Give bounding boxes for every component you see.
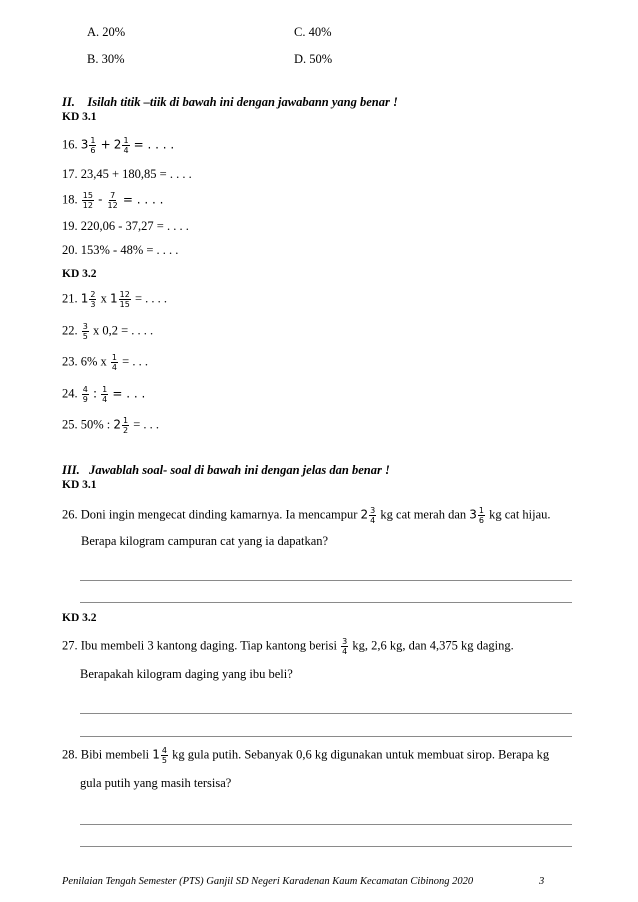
q23-num: 1 [111,353,118,362]
q21-whole-2: 1 [109,291,118,306]
q28-text-end: kg gula putih. Sebanyak 0,6 kg digunakan untuk membuat sirop. Berapa kg [172,747,550,762]
q24-operator: : [92,386,98,401]
q24-tail: = . . . [112,386,146,401]
q25-den: 2 [123,426,129,435]
q27-line-2: Berapakah kilogram daging yang ibu beli? [80,667,293,681]
q26-den-1: 4 [370,516,376,525]
option-c: C. 40% [294,25,332,39]
q24-fraction-1 [82,385,89,404]
q18-tail: = . . . . [122,192,164,207]
q21-den-1: 3 [90,300,96,309]
q23-tail: = . . . [122,354,148,369]
page-number: 3 [539,876,545,887]
q27-answer-line-2 [80,736,572,737]
section-2-heading [62,94,398,110]
q22-fraction [82,322,89,341]
section-2-numeral: II. [62,95,75,109]
question-20: 20. 153% - 48% = . . . . [62,243,179,257]
section-3-kd-3-2: KD 3.2 [62,612,97,624]
q22-number: 22. [62,323,78,338]
q24-den-2: 4 [102,395,108,404]
q26-fraction-1 [369,506,376,525]
question-22 [62,322,153,341]
q28-num: 4 [161,746,168,755]
question-25 [62,416,159,435]
question-23 [62,353,148,372]
q16-tail: = . . . . [133,137,175,152]
section-2-title: Isilah titik –tiik di bawah ini dengan jawabann yang benar ! [87,95,398,109]
section-3-title: Jawablah soal- soal di bawah ini dengan jelas dan benar ! [89,463,390,477]
q26-whole-2: 3 [469,507,477,522]
q25-number: 25. 50% : [62,417,111,432]
q16-whole-2: 2 [113,137,122,152]
q26-text-end: kg cat hijau. [489,507,551,522]
q16-den-1: 6 [90,146,96,155]
q16-fraction-1 [89,136,96,155]
question-21 [62,290,167,309]
q26-answer-line-1 [80,580,572,581]
q23-number: 23. 6% x [62,354,107,369]
q18-num-2: 7 [110,191,116,200]
q18-fraction-2 [107,191,119,210]
q26-den-2: 6 [478,516,484,525]
q25-tail: = . . . [133,417,160,432]
q18-fraction-1 [82,191,94,210]
q21-whole-1: 1 [80,291,89,306]
question-28 [62,746,549,765]
q24-num-2: 1 [102,385,108,394]
q25-whole: 2 [113,417,122,432]
q27-num: 3 [342,637,348,646]
q21-operator: x [100,291,107,306]
q27-den: 4 [342,647,348,656]
q25-num: 1 [123,416,129,425]
q18-num-1: 15 [82,191,93,200]
q25-fraction [122,416,129,435]
q16-operator: + [100,137,111,152]
q18-number: 18. [62,192,78,207]
section-3-numeral: III. [62,463,80,477]
q27-text-start: 27. Ibu membeli 3 kantong daging. Tiap kantong berisi [62,638,337,653]
q16-num-2: 1 [123,136,129,145]
q26-line-2: Berapa kilogram campuran cat yang ia dapatkan? [81,534,329,548]
q28-text-start: 28. Bibi membeli [62,747,150,762]
question-16 [62,136,174,155]
q23-den: 4 [111,363,118,372]
q21-fraction-1 [89,290,96,309]
q18-den-2: 12 [107,201,118,210]
question-26 [62,506,551,525]
q21-num-1: 2 [90,290,96,299]
q28-line-2: gula putih yang masih tersisa? [80,776,232,790]
q24-num-1: 4 [82,385,88,394]
q21-fraction-2 [119,290,131,309]
q28-den: 5 [161,756,168,765]
q18-operator: - [98,192,103,207]
q26-whole-1: 2 [360,507,369,522]
q24-fraction-2 [101,385,108,404]
q21-number: 21. [62,291,78,306]
q22-tail: x 0,2 = . . . . [92,323,154,338]
q28-answer-line-1 [80,824,572,825]
q26-num-1: 3 [370,506,376,515]
footer-text: Penilaian Tengah Semester (PTS) Ganjil SD Negeri Karadenan Kaum Kecamatan Cibinong 2020 [62,876,474,887]
question-17: 17. 23,45 + 180,85 = . . . . [62,167,192,181]
section-2-kd-3-1: KD 3.1 [62,111,97,123]
q26-text-middle: kg cat merah dan [380,507,467,522]
q22-den: 5 [82,332,88,341]
q26-text-start: 26. Doni ingin mengecat dinding kamarnya. Ia mencampur [62,507,358,522]
question-24 [62,385,145,404]
question-19: 19. 220,06 - 37,27 = . . . . [62,219,189,233]
q24-number: 24. [62,386,78,401]
section-3-heading [62,462,390,478]
q28-whole: 1 [152,747,160,762]
q21-den-2: 15 [119,300,130,309]
q16-num-1: 1 [90,136,96,145]
q28-fraction [161,746,168,765]
q16-whole-1: 3 [80,137,89,152]
q21-tail: = . . . . [134,291,167,306]
option-a: A. 20% [87,25,126,39]
q21-num-2: 12 [119,290,130,299]
q16-den-2: 4 [123,146,129,155]
q26-num-2: 1 [478,506,484,515]
q26-fraction-2 [478,506,485,525]
q18-den-1: 12 [82,201,93,210]
question-27 [62,637,514,656]
q22-num: 3 [82,322,88,331]
q27-fraction [341,637,348,656]
q16-number: 16. [62,137,78,152]
section-2-kd-3-2: KD 3.2 [62,268,97,280]
q26-answer-line-2 [80,602,572,603]
question-18 [62,191,163,210]
section-3-kd-3-1: KD 3.1 [62,479,97,491]
q27-answer-line-1 [80,713,572,714]
option-b: B. 30% [87,52,125,66]
q28-answer-line-2 [80,846,572,847]
option-d: D. 50% [294,52,333,66]
q27-text-end: kg, 2,6 kg, dan 4,375 kg daging. [352,638,514,653]
q24-den-1: 9 [82,395,88,404]
q16-fraction-2 [122,136,129,155]
q23-fraction [111,353,118,372]
